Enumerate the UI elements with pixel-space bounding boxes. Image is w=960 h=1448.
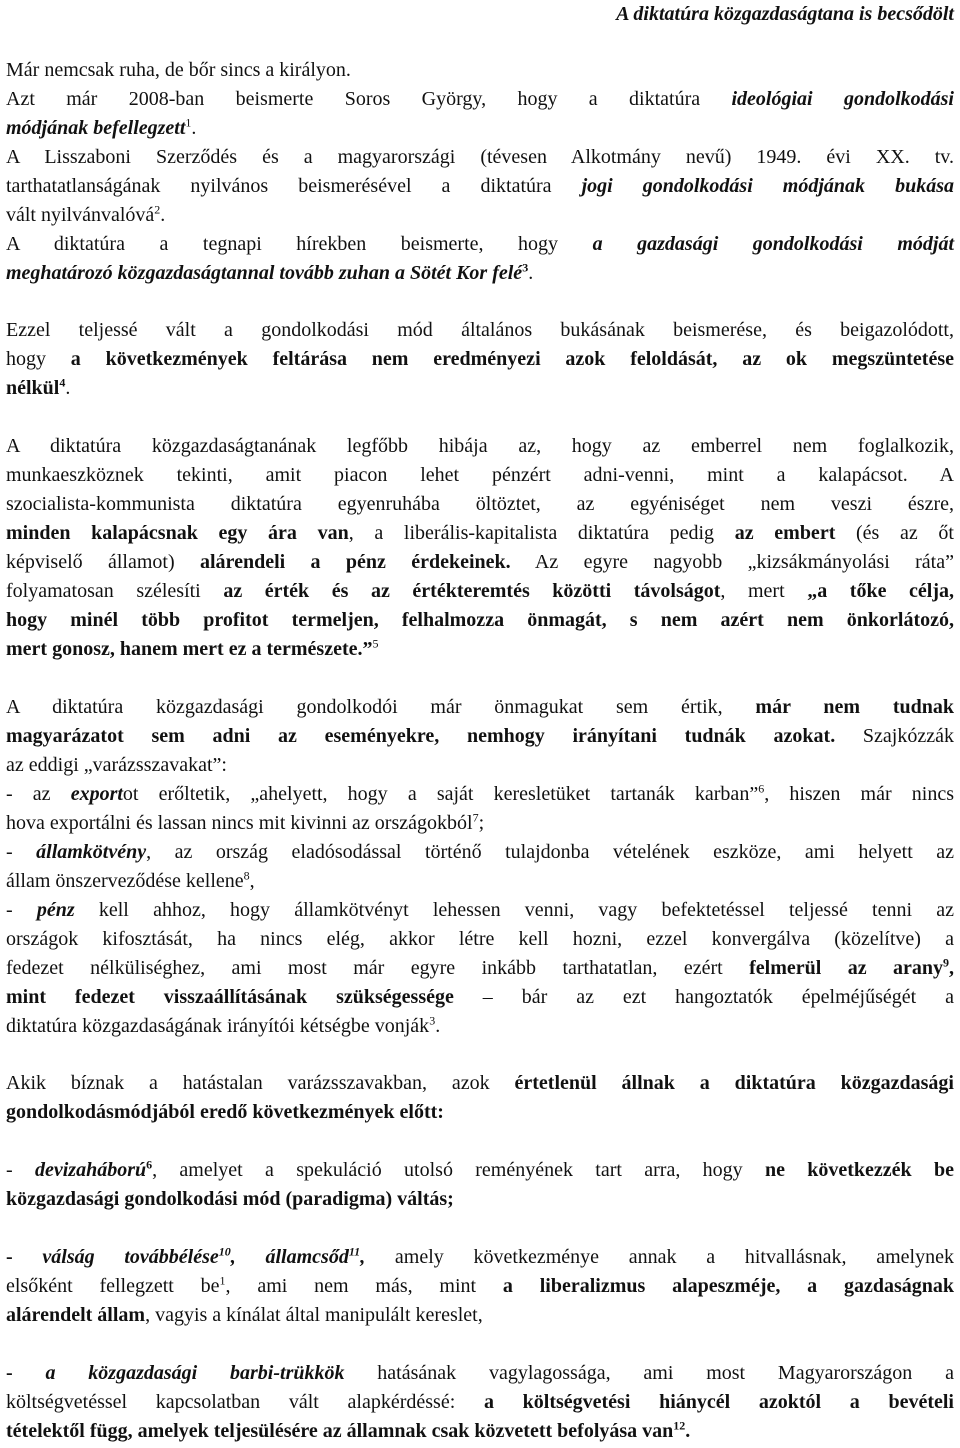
emphasis: módjának befellegzett [6,117,186,139]
text-line: meghatározó közgazdaságtannal tovább zuhan a Sötét Kor felé$^3$. [6,260,534,284]
footnote-ref: 7 [472,810,479,825]
emphasis: alárendelt állam [6,1304,146,1326]
document-title: A diktatúra közgazdaságtana is becsődölt [616,3,954,25]
footnote-ref: 3 [522,260,529,275]
text-line: A diktatúra közgazdasági gondolkodói már önmagukat sem értik, már nem tudnak [6,696,954,718]
text-line: tarthatatlanságának nyilvános beismerésével a diktatúra jogi gondolkodási módjának bukása [6,175,954,197]
text-line: állam önszerveződése kellene$^8$, [6,868,255,892]
footnote-ref: 10 [218,1244,231,1259]
text-line: módjának befellegzett$^1$. [6,115,197,139]
emphasis: alárendeli a pénz érdekeinek. [200,551,511,573]
emphasis: nélkül [6,377,60,399]
text-line: fedezet nélküliséghez, ami most már egyre inkább tarthatatlan, ezért felmerül az arany$^9$, [6,955,954,979]
footnote-ref: 6 [146,1157,153,1172]
emphasis: minden kalapácsnak egy ára van [6,522,349,544]
text-line: - devizaháború$^6$, amelyet a spekuláció utolsó reményének tart arra, hogy ne következzék be [6,1157,954,1181]
emphasis: a közgazdasági barbi-trükkök [45,1362,345,1384]
footnote-ref: 6 [758,781,765,796]
emphasis: már nem tudnak [755,696,954,718]
text-line: mint fedezet visszaállításának szükségessége – bár az ezt hangoztatók épelméjűségét a [6,986,954,1008]
text-line: folyamatosan szélesíti az érték és az értékteremtés közötti távolságot, mert „a tőke célja, [6,580,954,602]
text-line: hova exportálni és lassan nincs mit kivinni az országokból$^7$; [6,810,485,834]
emphasis: export [70,783,123,805]
emphasis: magyarázatot sem adni az eseményekre, nemhogy irányítani tudnák azokat. [6,725,836,747]
footnote-ref: 12 [673,1418,686,1433]
footnote-ref: 3 [429,1013,436,1028]
emphasis: az érték és az értékteremtés közötti távolságot [223,580,721,602]
emphasis: a gazdasági gondolkodási módját [592,233,954,255]
footnote-ref: 4 [59,375,66,390]
text-line: elsőként fellegzett $be^1$, ami nem más, mint a liberalizmus alapeszméje, a gazdaságnak [6,1273,955,1297]
footnote-ref: 2 [154,202,161,217]
text-line: közgazdasági gondolkodási mód (paradigma) váltás; [6,1188,454,1210]
text-line: A diktatúra közgazdaságtanának legfőbb hibája az, hogy az emberrel nem foglalkozik, [6,435,954,457]
text-line: alárendelt állam, vagyis a kínálat által manipulált kereslet, [6,1304,483,1326]
emphasis: felmerül az arany [749,957,943,979]
emphasis: ideológiai gondolkodási [731,88,954,110]
text-line: Azt már 2008-ban beismerte Soros György, hogy a diktatúra ideológiai gondolkodási [6,88,954,110]
emphasis: jogi gondolkodási módjának bukása [581,175,954,197]
text-line: Ezzel teljessé vált a gondolkodási mód általános bukásának beismerése, és beigazolódott, [6,319,954,341]
text-line: A Lisszaboni Szerződés és a magyarországi (tévesen Alkotmány nevű) 1949. évi XX. tv. [6,146,954,168]
footnote-ref: 11 [348,1244,361,1259]
text-line: - válság továbbélése$^{10}$, államcsőd$^{11}$, amely következménye annak a hitvallásnak, amelynek [6,1244,954,1268]
emphasis: „a tőke célja, [807,580,954,602]
text-line: hogy a következmények feltárása nem eredményezi azok feloldását, az ok megszüntetése [6,348,954,370]
emphasis: államkötvény [36,841,147,863]
emphasis: az embert [734,522,836,544]
text-line: Már nemcsak ruha, de bőr sincs a királyon. [6,59,351,81]
text-line: Akik bíznak a hatástalan varázsszavakban, azok értetlenül állnak a diktatúra közgazdasági [6,1072,954,1094]
footnote-ref: 9 [943,955,949,970]
text-line: gondolkodásmódjából eredő következmények előtt: [6,1101,444,1123]
text-line: tételektől függ, amelyek teljesülésére az államnak csak közvetett befolyása van$^{12}$. [6,1418,691,1442]
emphasis: meghatározó közgazdaságtannal tovább zuhan a Sötét Kor felé [6,262,523,284]
text-line: országok kifosztását, ha nincs elég, akkor létre kell hozni, ezzel konvergálva (közelítve) a [6,928,954,950]
emphasis: ne következzék be [764,1159,954,1181]
text-line: az eddigi „varázsszavakat”: [6,754,227,776]
emphasis: mint fedezet visszaállításának szükségessége [6,986,454,1008]
emphasis: értetlenül állnak a diktatúra közgazdasági [514,1072,954,1094]
text-line: költségvetéssel kapcsolatban vált alapkérdéssé: a költségvetési hiánycél azoktól a bevételi [6,1391,954,1413]
text-line: szocialista-kommunista diktatúra egyenruhába öltöztet, az egyéniséget nem veszi észre, [6,493,954,515]
text-line: minden kalapácsnak egy ára van, a liberális-kapitalista diktatúra pedig az embert (és az őt [6,522,954,544]
emphasis: válság továbbélése [42,1246,219,1268]
text-line: - államkötvény, az ország eladósodással történő tulajdonba vételének eszköze, ami helyett az [6,841,954,863]
text-line: magyarázatot sem adni az eseményekre, nemhogy irányítani tudnák azokat. Szajkózzák [6,725,954,747]
emphasis: , államcsőd [230,1246,349,1268]
footnote-ref: 8 [243,868,250,883]
text-line [6,635,379,664]
emphasis: a következmények feltárása nem eredményezi azok feloldását, az ok megszüntetése [70,348,954,370]
text-line: - a közgazdasági barbi-trükkök hatásának vagylagossága, ami most Magyarországon a [6,1362,954,1384]
text-line: - az exportot erőltetik, „ahelyett, hogy a saját keresletüket tartanák karban”$^6$, hiszen már nincs [6,781,955,805]
text-line: képviselő államot) alárendeli a pénz érdekeinek. Az egyre nagyobb „kizsákmányolási ráta” [6,551,954,573]
text-line: diktatúra közgazdaságának irányítói kétségbe vonják$^3$. [6,1013,441,1037]
emphasis: pénz [36,899,75,921]
text-line: A diktatúra a tegnapi hírekben beismerte, hogy a gazdasági gondolkodási módját [6,233,954,255]
emphasis: a liberalizmus alapeszméje, a gazdaságnak [502,1275,955,1297]
footnote-ref: 5 [372,636,379,651]
text-line: munkaeszköznek tekinti, amit piacon lehet pénzért adni-venni, mint a kalapácsot. A [6,464,954,486]
text-line: vált nyilvánvalóvá$^2$. [6,202,166,226]
text-line: nélkül$^4$. [6,375,71,399]
emphasis: mert gonosz, hanem mert ez a természete.” [6,638,373,660]
text-line: hogy minél több profitot termeljen, felhalmozza önmagát, s nem azért nem önkorlátozó, [6,609,954,631]
footnote-ref: 1 [219,1273,226,1288]
footnote-ref: 1 [185,115,192,130]
emphasis: devizaháború [34,1159,147,1181]
text-line: - pénz kell ahhoz, hogy államkötvényt lehessen venni, vagy befektetéssel teljessé tenni az [6,899,954,921]
emphasis: a költségvetési hiánycél azoktól a bevételi [483,1391,954,1413]
